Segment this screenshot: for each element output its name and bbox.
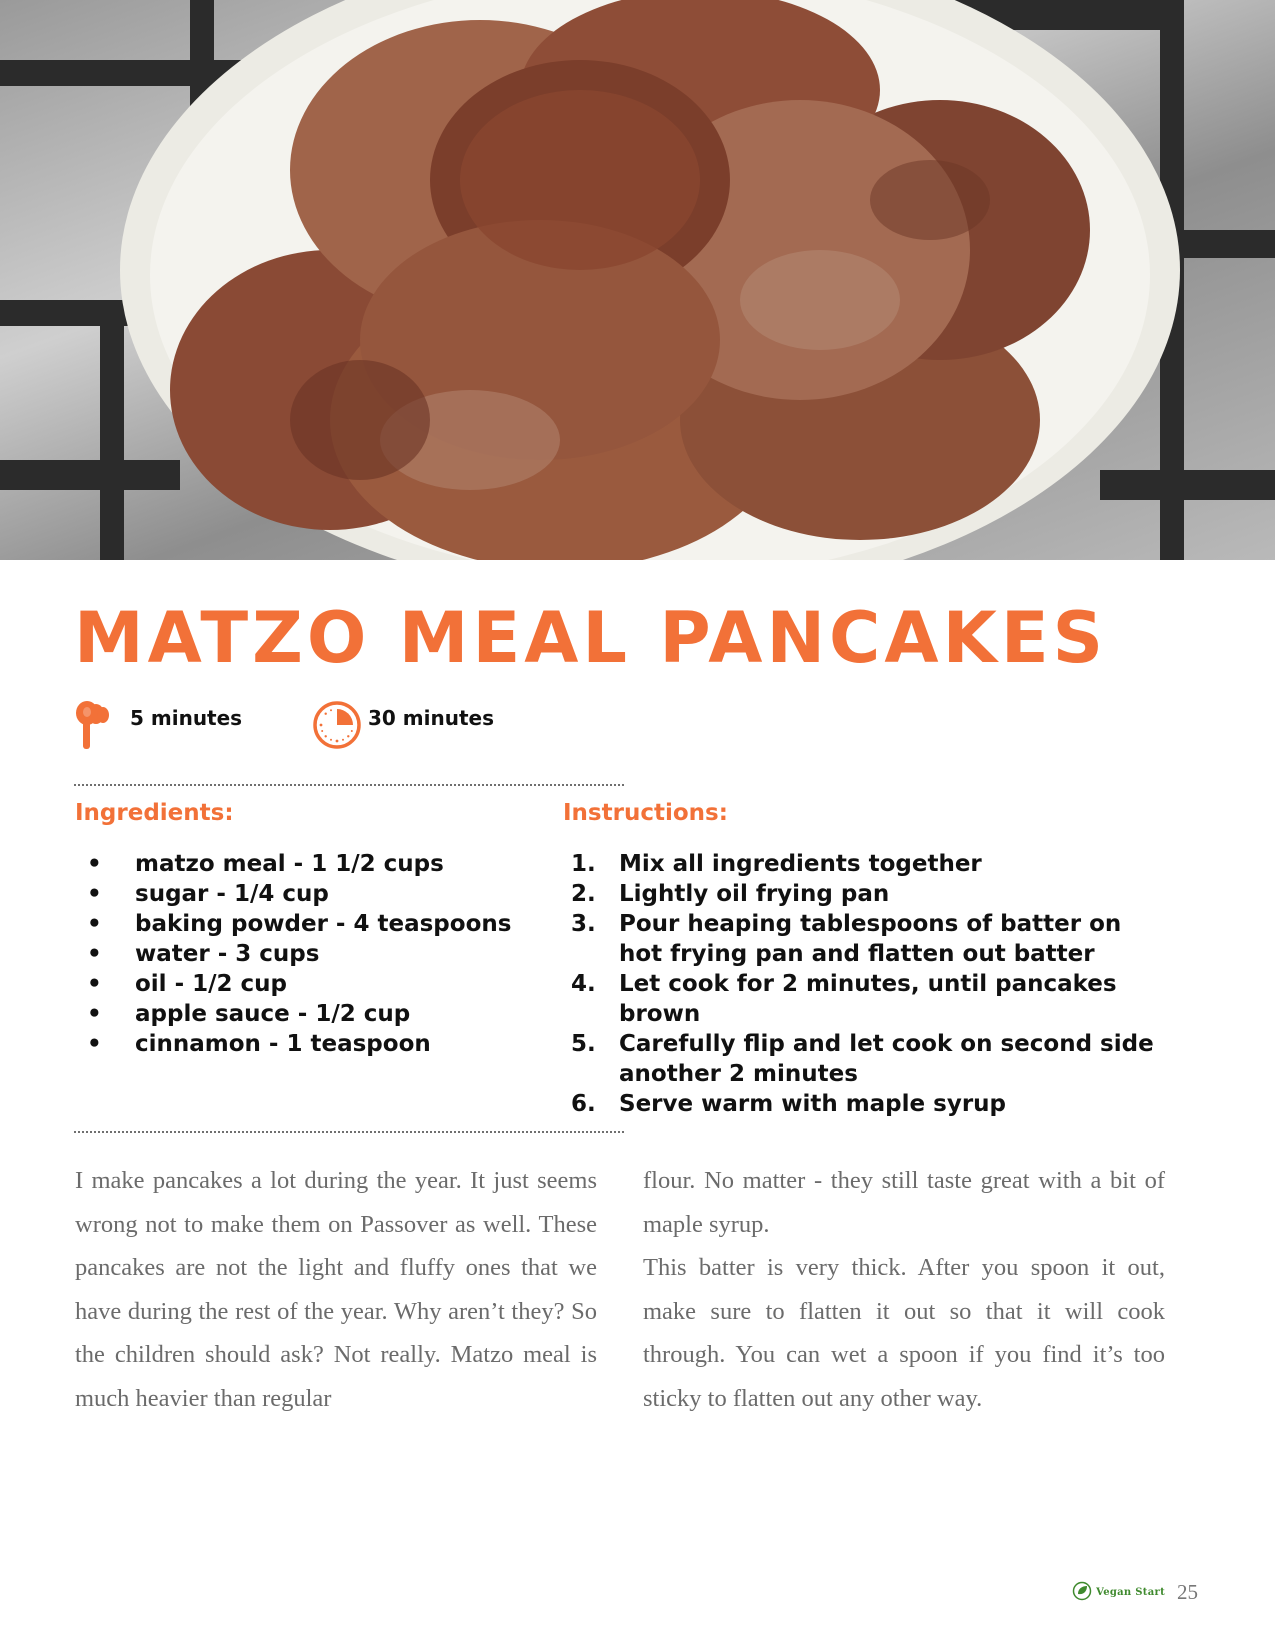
list-item: 6. Serve warm with maple syrup <box>571 1091 1007 1117</box>
cook-time-value: 30 minutes <box>368 706 494 730</box>
divider-bottom <box>74 1131 624 1133</box>
ingredients-list <box>75 849 511 1059</box>
list-item: • matzo meal - 1 1/2 cups <box>87 851 444 877</box>
body-text-right: flour. No matter - they still taste great with a bit of maple syrup. This batter is very thick. After you spoon it out, make sure to flatten it out so that it will cook through. You can wet a spoon if you find it’s too sticky to flatten out any other way. <box>643 1167 1165 1412</box>
list-item: • cinnamon - 1 teaspoon <box>87 1031 431 1057</box>
brand-name: Vegan Start <box>1096 1587 1165 1598</box>
pancake-plate-illustration <box>0 0 1275 560</box>
list-item: • apple sauce - 1/2 cup <box>87 1001 411 1027</box>
page-number: 25 <box>1177 1580 1198 1604</box>
hero-photo-pancakes <box>0 0 1275 560</box>
list-item: • oil - 1/2 cup <box>87 971 288 997</box>
prep-time <box>74 698 242 752</box>
list-item: 2. Lightly oil frying pan <box>571 881 890 907</box>
list-item: 5. Carefully flip and let cook on second side another 2 minutes <box>571 1031 1154 1087</box>
list-item: 4. Let cook for 2 minutes, until pancakes brown <box>571 971 1117 1027</box>
list-item: 3. Pour heaping tablespoons of batter on hot frying pan and flatten out batter <box>571 911 1122 967</box>
body-text-left: I make pancakes a lot during the year. It just seems wrong not to make them on Passover as well. These pancakes are not the light and fluffy ones that we have during the rest of the year. Why aren’t they? So the children should ask? Not really. Matzo meal is much heavier than regular <box>75 1167 597 1412</box>
divider-top <box>74 784 624 786</box>
measuring-spoons-icon <box>74 698 126 752</box>
list-item: • water - 3 cups <box>87 941 320 967</box>
list-item: • sugar - 1/4 cup <box>87 881 329 907</box>
prep-time-value: 5 minutes <box>130 706 243 730</box>
list-item: 1. Mix all ingredients together <box>571 851 982 877</box>
vegan-start-logo-icon <box>1072 1581 1092 1605</box>
page-footer <box>1072 1580 1198 1605</box>
cook-time <box>312 698 494 752</box>
instructions-list <box>563 849 1159 1119</box>
list-item: • baking powder - 4 teaspoons <box>87 911 512 937</box>
recipe-title: MATZO MEAL PANCAKES <box>74 597 1108 679</box>
ingredients-heading: Ingredients: <box>75 800 234 826</box>
instructions-heading: Instructions: <box>563 800 728 826</box>
clock-icon <box>312 698 364 752</box>
